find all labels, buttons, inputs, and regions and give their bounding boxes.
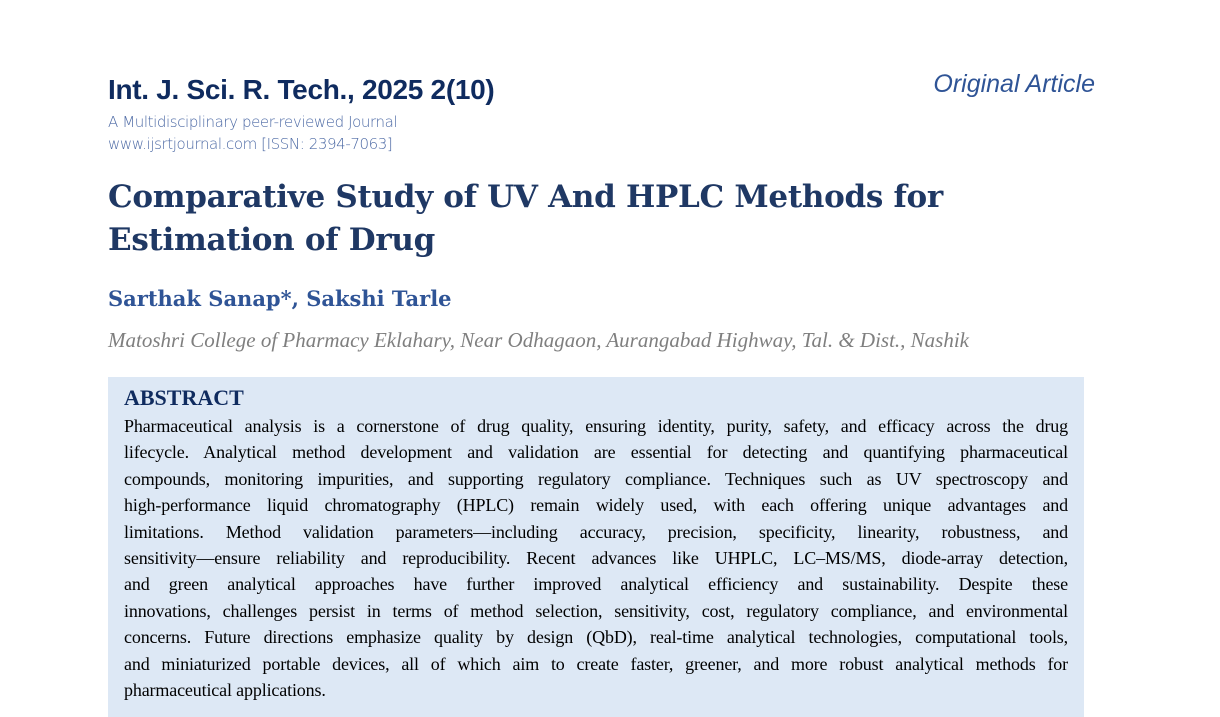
title-line: Estimation of Drug — [108, 222, 436, 258]
abstract-line: pharmaceutical applications. — [124, 679, 326, 700]
abstract-line: limitations. Method validation parameters—including accuracy, precision, specificity, linearity, robustness, and — [124, 521, 1068, 542]
article-title — [108, 176, 1008, 262]
abstract-line: high-performance liquid chromatography (HPLC) remain widely used, with each offering unique advantages and — [124, 495, 1068, 516]
journal-tagline: A Multidisciplinary peer-reviewed Journal — [108, 113, 398, 131]
abstract-heading: ABSTRACT — [124, 385, 244, 410]
affiliation: Matoshri College of Pharmacy Eklahary, Near Odhagaon, Aurangabad Highway, Tal. & Dist., Nashik — [108, 328, 969, 352]
journal-website: www.ijsrtjournal.com [ISSN: 2394-7063] — [108, 135, 393, 153]
abstract-line: and miniaturized portable devices, all of which aim to create faster, greener, and more robust analytical methods for — [124, 653, 1068, 674]
abstract-box — [108, 377, 1084, 717]
abstract-body — [124, 413, 1068, 703]
abstract-line: concerns. Future directions emphasize quality by design (QbD), real-time analytical technologies, computational tools, — [124, 627, 1068, 648]
abstract-line: Pharmaceutical analysis is a cornerstone of drug quality, ensuring identity, purity, safety, and efficacy across the drug — [124, 416, 1068, 436]
abstract-line: innovations, challenges persist in terms of method selection, sensitivity, cost, regulatory compliance, and environmental — [124, 600, 1068, 621]
abstract-line: lifecycle. Analytical method development and validation are essential for detecting and quantifying pharmaceutical — [124, 442, 1068, 463]
authors: Sarthak Sanap*, Sakshi Tarle — [108, 286, 452, 311]
abstract-line: sensitivity—ensure reliability and reproducibility. Recent advances like UHPLC, LC–MS/MS, diode-array detection, — [124, 547, 1068, 568]
journal-citation: Int. J. Sci. R. Tech., 2025 2(10) — [108, 74, 495, 105]
abstract-line: compounds, monitoring impurities, and supporting regulatory compliance. Techniques such as UV spectroscopy and — [124, 468, 1068, 489]
title-line: Comparative Study of UV And HPLC Methods for — [108, 179, 943, 215]
abstract-line: and green analytical approaches have further improved analytical efficiency and sustainability. Despite these — [124, 574, 1068, 595]
article-type: Original Article — [933, 70, 1095, 98]
